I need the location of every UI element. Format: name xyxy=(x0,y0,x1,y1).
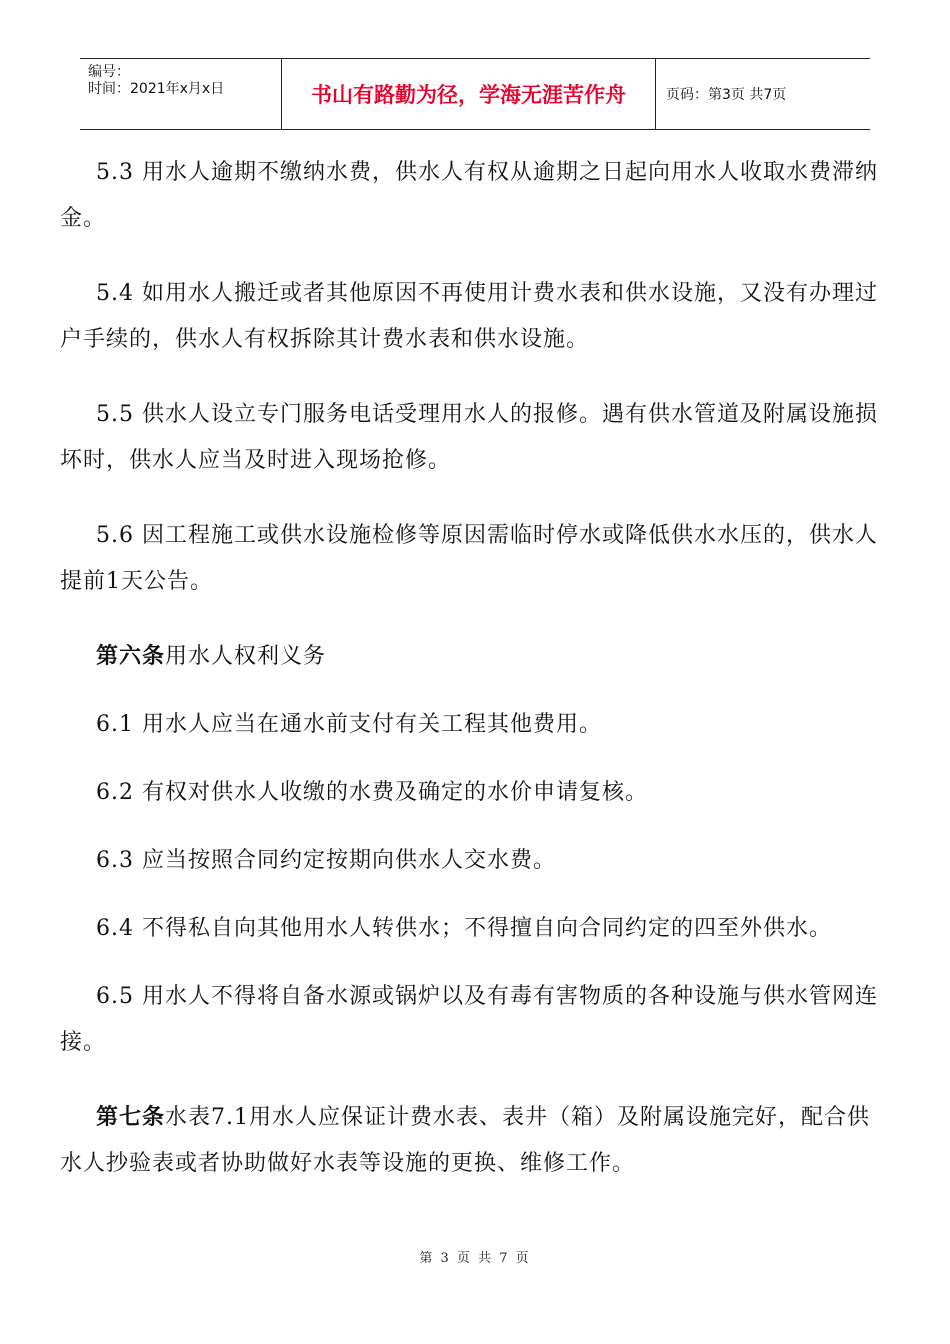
clause-6-2: 6.2 有权对供水人收缴的水费及确定的水价申请复核。 xyxy=(96,780,648,805)
document-number-label: 编号： xyxy=(88,64,130,80)
clause-6-5: 6.5 用水人不得将自备水源或锅炉以及有毒有害物质的各种设施与供水管网连接。 xyxy=(60,984,878,1055)
article-6-heading xyxy=(60,634,890,680)
clause-5-4: 5.4 如用水人搬迁或者其他原因不再使用计费水表和供水设施，又没有办理过户手续的，供水人有权拆除其计费水表和供水设施。 xyxy=(60,281,878,352)
clause-5-3: 5.3 用水人逾期不缴纳水费，供水人有权从逾期之日起向用水人收取水费滞纳金。 xyxy=(60,160,878,231)
article-6-number: 第六条 xyxy=(96,644,166,669)
header-page-info: 页码：第3页 共7页 xyxy=(666,87,787,103)
document-body xyxy=(60,150,890,1216)
article-7-number: 第七条 xyxy=(96,1105,166,1130)
clause-6-1: 6.1 用水人应当在通水前支付有关工程其他费用。 xyxy=(96,712,602,737)
article-7-text: 水表7.1用水人应保证计费水表、表井（箱）及附属设施完好，配合供水人抄验表或者协助做好水表等设施的更换、维修工作。 xyxy=(60,1105,871,1176)
header-meta xyxy=(80,59,282,129)
page-header xyxy=(80,58,870,130)
clause-5-5: 5.5 供水人设立专门服务电话受理用水人的报修。遇有供水管道及附属设施损坏时，供水人应当及时进入现场抢修。 xyxy=(60,402,878,473)
article-6-title: 用水人权利义务 xyxy=(165,644,327,669)
header-slogan: 书山有路勤为径，学海无涯苦作舟 xyxy=(282,59,656,129)
clause-6-4: 6.4 不得私自向其他用水人转供水；不得擅自向合同约定的四至外供水。 xyxy=(96,916,832,941)
clause-6-3: 6.3 应当按照合同约定按期向供水人交水费。 xyxy=(96,848,556,873)
article-7 xyxy=(60,1095,890,1187)
page-footer: 第 3 页 共 7 页 xyxy=(419,1251,531,1266)
clause-5-6: 5.6 因工程施工或供水设施检修等原因需临时停水或降低供水水压的，供水人提前1天公告。 xyxy=(60,523,878,594)
document-time-label: 时间：2021年x月x日 xyxy=(88,81,225,97)
